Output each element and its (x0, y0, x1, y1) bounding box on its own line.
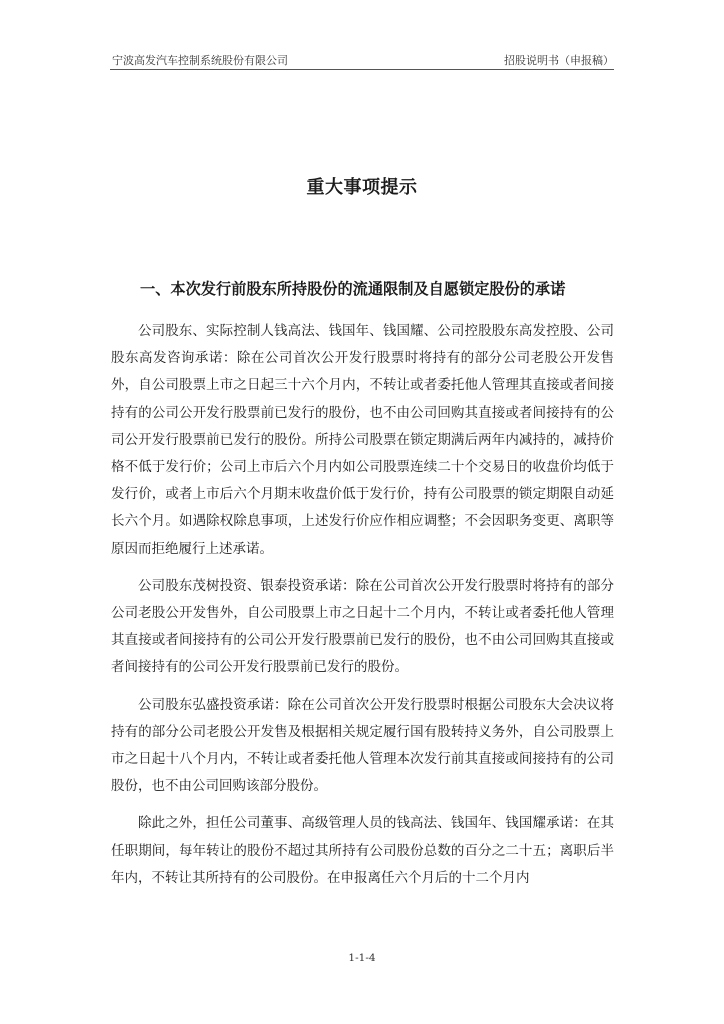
page-number: 1-1-4 (348, 952, 376, 964)
body-text (111, 318, 614, 902)
header-divider (110, 69, 614, 70)
paragraph-1: 公司股东、实际控制人钱高法、钱国年、钱国耀、公司控股股东高发控股、公司股东高发咨询承诺：除在公司首次公开发行股票时将持有的部分公司老股公开发售外，自公司股票上市之日起三十六个月内，不转让或者委托他人管理其直接或者间接持有的公司公开发行股票前已发行的股份，也不由公司回购其直接或者间接持有的公司公开发行股票前已发行的股份。所持公司股票在锁定期满后两年内减持的，减持价格不低于发行价；公司上市后六个月内如公司股票连续二十个交易日的收盘价均低于发行价，或者上市后六个月期末收盘价低于发行价，持有公司股票的锁定期限自动延长六个月。如遇除权除息事项，上述发行价应作相应调整；不会因职务变更、离职等原因而拒绝履行上述承诺。 (111, 323, 614, 557)
paragraph-4: 除此之外，担任公司董事、高级管理人员的钱高法、钱国年、钱国耀承诺：在其任职期间，每年转让的股份不超过其所持有公司股份总数的百分之二十五；离职后半年内，不转让其所持有的公司股份。在申报离任六个月后的十二个月内 (111, 815, 614, 886)
header-company-name: 宁波高发汽车控制系统股份有限公司 (112, 54, 288, 67)
paragraph-2: 公司股东茂树投资、银泰投资承诺：除在公司首次公开发行股票时将持有的部分公司老股公开发售外，自公司股票上市之日起十二个月内，不转让或者委托他人管理其直接或者间接持有的公司公开发行股票前已发行的股份，也不由公司回购其直接或者间接持有的公司公开发行股票前已发行的股份。 (111, 577, 614, 676)
section-heading: 一、本次发行前股东所持股份的流通限制及自愿锁定股份的承诺 (140, 280, 566, 298)
page-title: 重大事项提示 (306, 177, 418, 198)
paragraph-3: 公司股东弘盛投资承诺：除在公司首次公开发行股票时根据公司股东大会决议将持有的部分公司老股公开发售及根据相关规定履行国有股转持义务外，自公司股票上市之日起十八个月内，不转让或者委托他人管理本次发行前其直接或间接持有的公司股份，也不由公司回购该部分股份。 (111, 696, 614, 795)
header-document-type: 招股说明书（申报稿） (504, 54, 614, 67)
page-header (112, 50, 614, 68)
